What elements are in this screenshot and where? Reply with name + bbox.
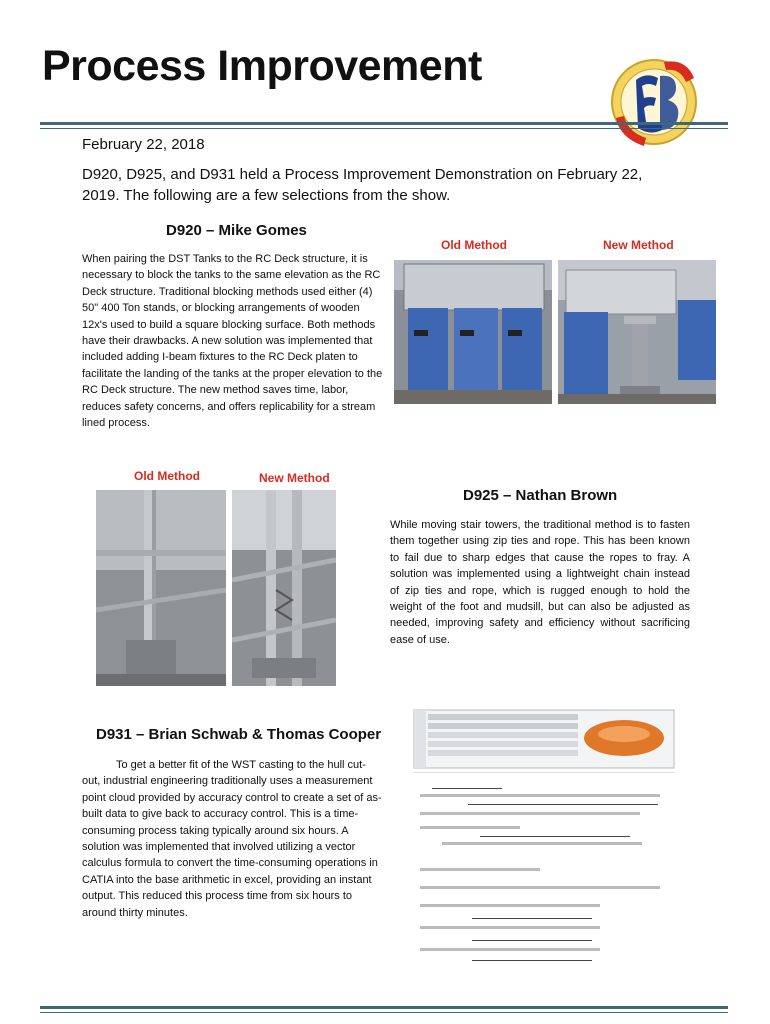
d920-new-label: New Method — [603, 238, 674, 252]
company-logo — [606, 52, 702, 152]
d920-new-method-photo — [558, 260, 716, 404]
d920-old-label: Old Method — [441, 238, 507, 252]
d920-old-method-photo — [394, 260, 552, 404]
d925-body: While moving stair towers, the traditional method is to fasten them together using zip ties and rope. This has been known to fail due to sharp edges that cause the ropes to fray. A solution was implemented using a lightweight chain instead of zip ties and rope, which is rugged enough to hold the weight of the foot and mudsill, but can also be adjusted as needed, improving safety and efficiency without sacrificing ease of use. — [390, 519, 690, 646]
d925-new-label: New Method — [259, 471, 330, 485]
d931-heading: D931 – Brian Schwab & Thomas Cooper — [96, 726, 382, 743]
d925-new-method-photo — [232, 490, 336, 686]
header-rule — [40, 122, 728, 129]
d920-heading: D920 – Mike Gomes — [166, 222, 307, 239]
page-title: Process Improvement — [42, 42, 482, 90]
intro-text: D920, D925, and D931 held a Process Improvement Demonstration on February 22, 2019. The following are a few selections from the show. — [82, 166, 643, 204]
d925-old-label: Old Method — [134, 469, 200, 483]
d931-body: To get a better fit of the WST casting to the hull cut-out, industrial engineering traditionally uses a measurement point cloud provided by accuracy control to create a set of as-built data to give back to accuracy control. This is a time-consuming process taking typically around six hours. A solution was implemented that involved utilizing a vector calculus formula to convert the time-consuming operations in CATIA into the base arithmetic in excel, providing an instant output. This reduced this process time from six hours to around thirty minutes. — [82, 759, 382, 919]
d931-formula-image — [412, 708, 676, 970]
date: February 22, 2018 — [82, 136, 205, 153]
d925-old-method-photo — [96, 490, 226, 686]
d925-heading: D925 – Nathan Brown — [463, 487, 618, 504]
d920-body: When pairing the DST Tanks to the RC Deck structure, it is necessary to block the tanks to the same elevation as the RC Deck structure. Traditional blocking methods used either (4) 50" 400 Ton stands, or blocking arrangements of wooden 12x's used to build a square blocking surface. Both methods have their drawbacks. A new solution was implemented that included adding I-beam fixtures to the RC Deck platen to facilitate the landing of the tanks at the proper elevation to the RC Deck structure. The new method saves time, labor, reduces safety concerns, and offers replicability for a stream lined process. — [82, 253, 383, 430]
footer-rule — [40, 1006, 728, 1013]
